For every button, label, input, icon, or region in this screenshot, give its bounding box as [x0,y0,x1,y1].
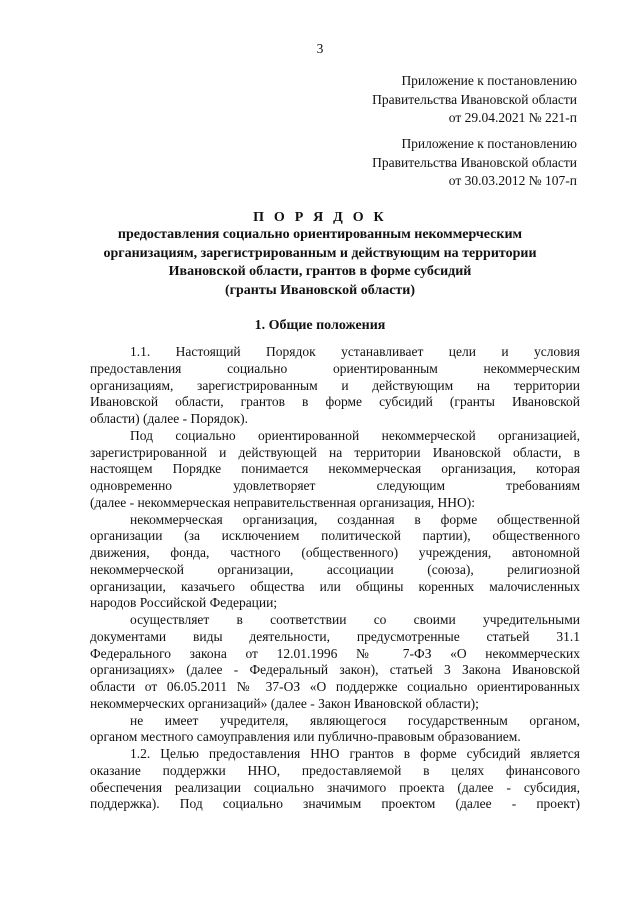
appendix-line: Приложение к постановлению [401,73,577,88]
body-line: предоставления социально ориентированным некоммерческим [90,360,580,376]
body-line: организациям, зарегистрированным и действующим на территории [90,377,580,393]
body-line: некоммерческой организации, ассоциации (союза), религиозной [90,561,580,577]
body-line: Ивановской области, грантов в форме субсидий (гранты Ивановской [90,394,580,410]
body-line: органом местного самоуправления или публично-правовым образованием. [90,729,521,745]
document-subtitle [100,226,540,300]
body-line: некоммерческих организаций» (далее - Закон Ивановской области); [90,695,479,711]
body-line: организации (за исключением политической партии), общественного [90,528,580,544]
body-line: области от 06.05.2011 № 37-ОЗ «О поддержке социально ориентированных [90,679,580,694]
body-line: движения, фонда, частного (общественного) учреждения, автономной [90,545,580,560]
body-line: осуществляет в соответствии со своими учредительными [130,612,580,627]
body-line: Под социально ориентированной некоммерческой организацией, [130,427,580,443]
subtitle-line: организациям, зарегистрированным и действующим на территории [103,245,537,261]
body-line: одновременно удовлетворяет следующим требованиям [90,478,580,493]
document-title: П О Р Я Д О К [253,210,387,225]
body-line: настоящем Порядке понимается некоммерческая организация, которая [90,461,580,477]
body-line: организациях» (далее - Федеральный закон), статьей 3 Закона Ивановской [90,662,580,678]
body-line: области) (далее - Порядок). [90,411,248,426]
body-line: не имеет учредителя, являющегося государственным органом, [130,712,580,728]
section-heading: 1. Общие положения [254,318,386,333]
body-line: 1.1. Настоящий Порядок устанавливает цели и условия [130,344,580,359]
body-line: народов Российской Федерации; [90,595,278,611]
appendix-note-2021 [237,72,577,128]
body-line: зарегистрированной и действующей на территории Ивановской области, в [90,444,580,460]
body-line: некоммерческая организация, созданная в форме общественной [130,511,580,527]
body-line: оказание поддержки ННО, предоставляемой в целях финансового [90,762,580,778]
subtitle-line: Ивановской области, грантов в форме субсидий [168,264,472,279]
appendix-line: Приложение к постановлению [401,136,577,151]
page-number: 3 [316,41,324,56]
document-body [90,344,580,813]
appendix-line: Правительства Ивановской области [372,154,577,170]
body-line: поддержка). Под социально значимым проектом (далее - проект) [90,796,580,812]
body-line: организации, казачьего общества или общины коренных малочисленных [90,578,580,594]
body-line: обеспечения реализации социально значимого проекта (далее - субсидия, [90,779,580,795]
appendix-line: Правительства Ивановской области [372,91,577,107]
body-line: 1.2. Целью предоставления ННО грантов в форме субсидий является [130,746,580,761]
subtitle-line: (гранты Ивановской области) [224,282,416,298]
appendix-note-2012 [237,135,577,191]
body-line: документами виды деятельности, предусмотренные статьей 31.1 [90,628,580,644]
appendix-line: от 30.03.2012 № 107-п [448,173,577,188]
subtitle-line: предоставления социально ориентированным некоммерческим [117,227,523,242]
body-line: (далее - некоммерческая неправительственная организация, ННО): [90,494,476,510]
body-line: Федерального закона от 12.01.1996 № 7-ФЗ «О некоммерческих [90,645,580,661]
appendix-line: от 29.04.2021 № 221-п [448,110,577,125]
